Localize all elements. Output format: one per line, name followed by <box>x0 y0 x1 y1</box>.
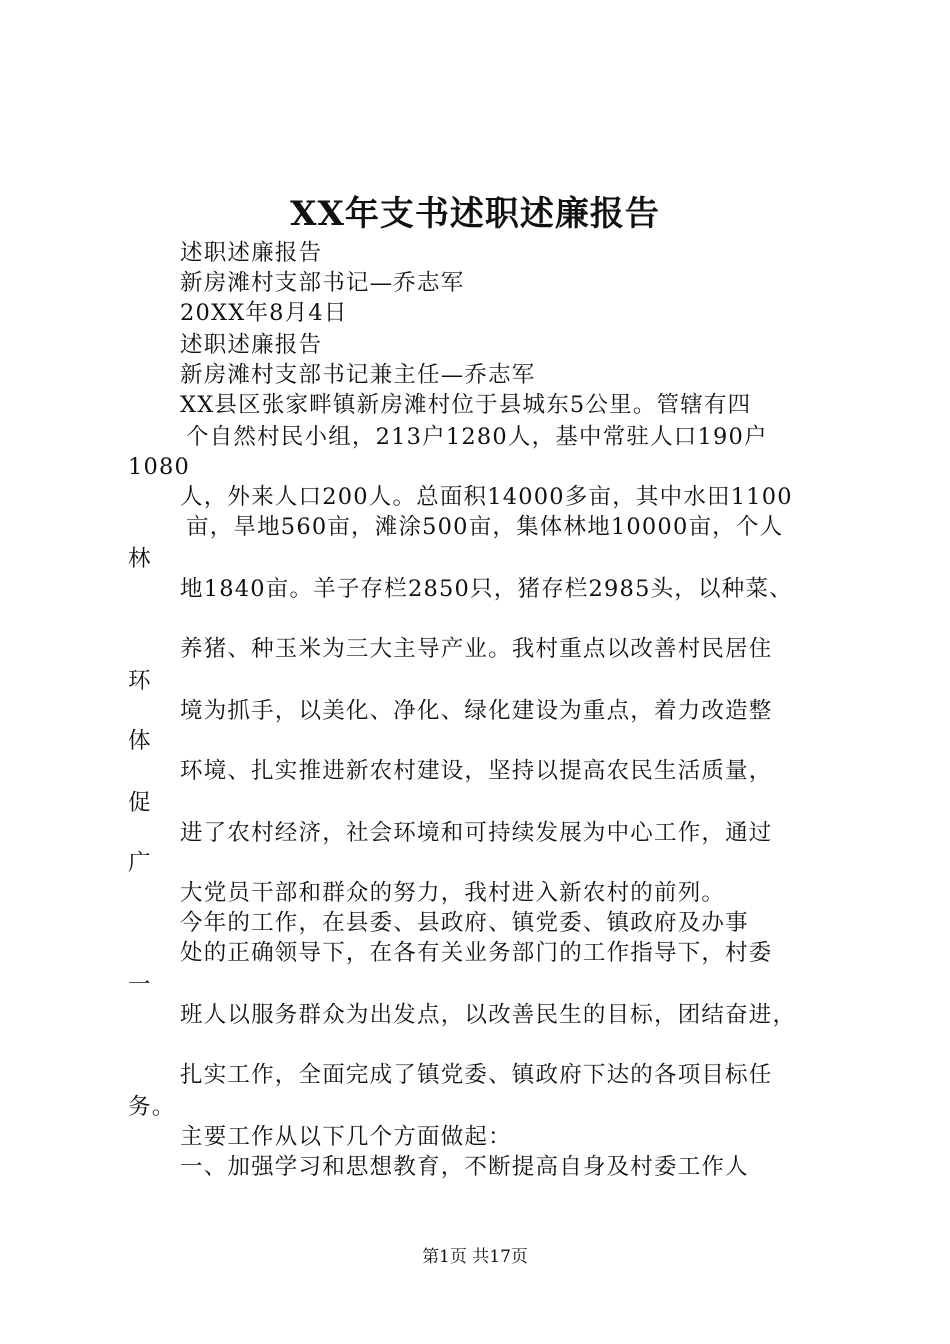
text-line: 环境、扎实推进新农村建设，坚持以提高农民生活质量， <box>180 758 773 784</box>
text-line: 大党员干部和群众的努力，我村进入新农村的前列。 <box>180 880 726 906</box>
text-line: 养猪、种玉米为三大主导产业。我村重点以改善村民居住 <box>180 636 773 662</box>
text-line: 促 <box>128 790 152 816</box>
text-line: 广 <box>128 850 152 876</box>
text-line: 林 <box>128 546 152 572</box>
text-line: 地1840亩。羊子存栏2850只，猪存栏2985头，以种菜、 <box>180 576 793 602</box>
text-line: 处的正确领导下，在各有关业务部门的工作指导下，村委 <box>180 940 773 966</box>
text-line: 一、加强学习和思想教育，不断提高自身及村委工作人 <box>180 1154 749 1180</box>
text-line: 新房滩村支部书记—乔志军 <box>180 270 465 296</box>
document-title: XX年支书述职述廉报告 <box>290 194 660 234</box>
text-line: 务。 <box>128 1094 176 1120</box>
text-line: 主要工作从以下几个方面做起： <box>180 1124 512 1150</box>
text-line: 述职述廉报告 <box>180 332 323 358</box>
text-line: 进了农村经济，社会环境和可持续发展为中心工作，通过 <box>180 820 773 846</box>
text-line: 亩，旱地560亩，滩涂500亩，集体林地10000亩，个人 <box>186 514 784 540</box>
text-line: 20XX年8月4日 <box>180 300 348 326</box>
text-line: 述职述廉报告 <box>180 240 323 266</box>
text-line: 1080 <box>128 454 191 480</box>
text-line: 扎实工作，全面完成了镇党委、镇政府下达的各项目标任 <box>180 1062 773 1088</box>
text-line: 人，外来人口200人。总面积14000多亩，其中水田1100 <box>180 484 793 510</box>
text-line: 班人以服务群众为出发点，以改善民生的目标，团结奋进， <box>180 1002 797 1028</box>
text-line: 体 <box>128 728 152 754</box>
page-footer: 第1页 共17页 <box>422 1247 528 1267</box>
text-line: XX县区张家畔镇新房滩村位于县城东5公里。管辖有四 <box>180 392 752 418</box>
text-line: 境为抓手，以美化、净化、绿化建设为重点，着力改造整 <box>180 698 773 724</box>
text-line: 一 <box>128 972 152 998</box>
text-line: 个自然村民小组，213户1280人，基中常驻人口190户 <box>186 424 768 450</box>
text-line: 环 <box>128 668 152 694</box>
text-line: 新房滩村支部书记兼主任—乔志军 <box>180 362 536 388</box>
text-line: 今年的工作，在县委、县政府、镇党委、镇政府及办事 <box>180 910 749 936</box>
